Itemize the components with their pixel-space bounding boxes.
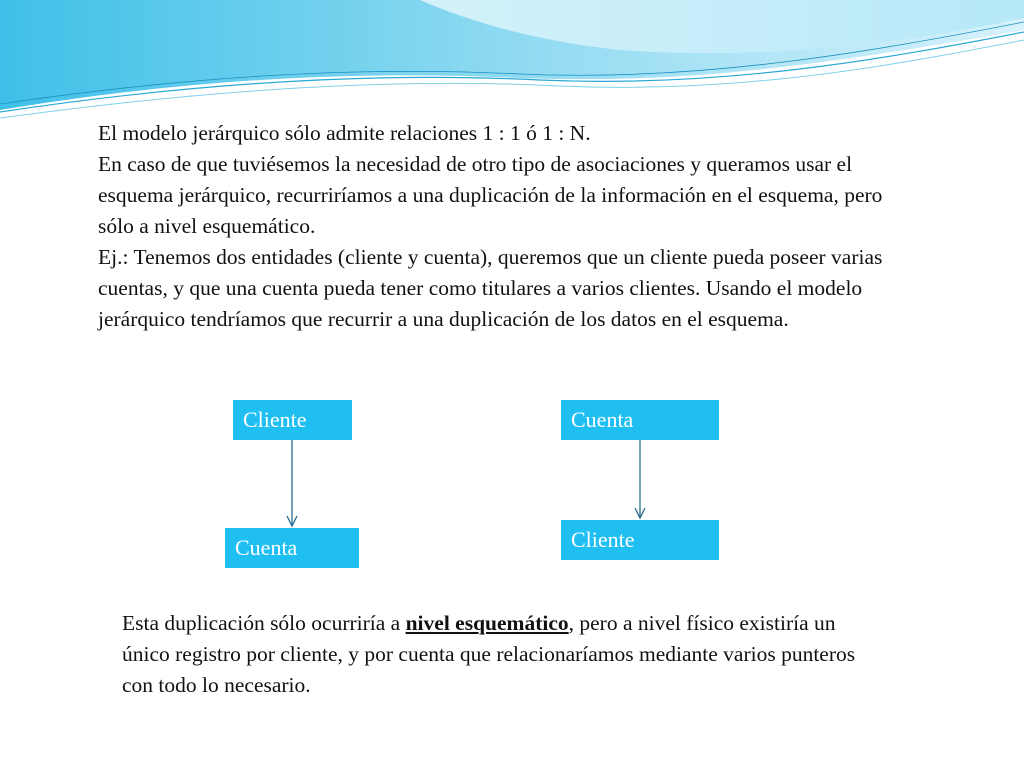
note-after: , pero a nivel físico existiría un único registro por cliente, y por cuenta que relacionaríamos mediante varios punteros con todo lo necesario.	[122, 611, 856, 697]
left-parent-box-cliente: Cliente	[233, 400, 352, 440]
right-arrow	[635, 440, 645, 518]
explanation-note	[122, 608, 882, 701]
intro-text	[98, 118, 918, 335]
right-child-box-cliente: Cliente	[561, 520, 719, 560]
header-wave-decoration	[0, 0, 1024, 130]
intro-line-1: El modelo jerárquico sólo admite relaciones 1 : 1 ó 1 : N.	[98, 121, 591, 145]
intro-line-2: En caso de que tuviésemos la necesidad de otro tipo de asociaciones y queramos usar el esquema jerárquico, recurriríamos a una duplicación de la información en el esquema, pero sólo a nivel esquemático.	[98, 152, 883, 238]
note-before: Esta duplicación sólo ocurriría a	[122, 611, 406, 635]
intro-line-3: Ej.: Tenemos dos entidades (cliente y cuenta), queremos que un cliente pueda poseer varias cuentas, y que una cuenta pueda tener como titulares a varios clientes. Usando el modelo jerárquico tendríamos que recurrir a una duplicación de los datos en el esquema.	[98, 245, 883, 331]
right-parent-box-cuenta: Cuenta	[561, 400, 719, 440]
left-child-box-cuenta: Cuenta	[225, 528, 359, 568]
note-emphasis: nivel esquemático	[405, 611, 569, 635]
left-arrow	[287, 440, 297, 526]
